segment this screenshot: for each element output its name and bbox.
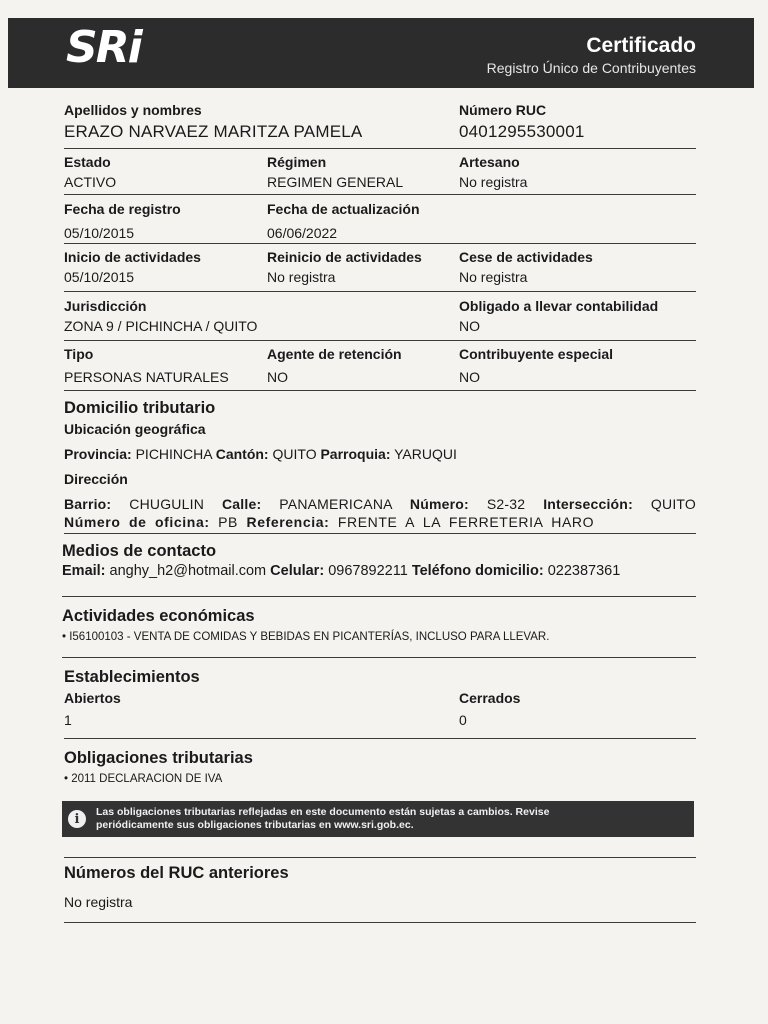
cese-label: Cese de actividades (459, 249, 593, 265)
interseccion-value: QUITO (650, 496, 696, 512)
ubicacion-line (64, 445, 696, 463)
parroquia-label: Parroquia: (320, 446, 391, 462)
inicio-value: 05/10/2015 (64, 269, 135, 285)
retencion-label: Agente de retención (267, 346, 402, 362)
cese-value: No registra (459, 269, 528, 285)
certificate-subtitle: Registro Único de Contribuyentes (486, 60, 696, 76)
contacto-title: Medios de contacto (62, 542, 217, 560)
regimen-value: REGIMEN GENERAL (267, 174, 404, 190)
telefono-label: Teléfono domicilio: (411, 563, 544, 579)
direccion-line-2 (64, 513, 696, 531)
info-icon: i (68, 810, 86, 828)
calle-value: PANAMERICANA (279, 496, 392, 512)
oficina-label: Número de oficina: (64, 514, 210, 530)
cerrados-value: 0 (459, 712, 467, 728)
abiertos-label: Abiertos (64, 690, 121, 706)
actividades-title: Actividades económicas (62, 607, 255, 625)
ruc-label: Número RUC (459, 102, 547, 118)
inicio-label: Inicio de actividades (64, 249, 201, 265)
obligaciones-title: Obligaciones tributarias (64, 749, 253, 767)
numero-label: Número: (409, 496, 469, 512)
barrio-label: Barrio: (64, 496, 112, 512)
ubicacion-label: Ubicación geográfica (64, 421, 206, 437)
especial-value: NO (459, 369, 480, 385)
celular-label: Celular: (270, 563, 325, 579)
provincia-label: Provincia: (64, 446, 132, 462)
establecimientos-title: Establecimientos (64, 668, 200, 686)
certificate-body (64, 96, 696, 923)
certificate-title: Certificado (586, 34, 696, 57)
direccion-line-1 (64, 495, 696, 513)
tipo-label: Tipo (64, 346, 94, 362)
jurisdiccion-value: ZONA 9 / PICHINCHA / QUITO (64, 318, 258, 334)
ruc-value: 0401295530001 (459, 122, 585, 141)
contacto-line (62, 562, 696, 580)
dates-row (64, 195, 696, 244)
actualizacion-value: 06/06/2022 (267, 225, 338, 241)
registro-label: Fecha de registro (64, 201, 181, 217)
celular-value: 0967892211 (328, 563, 408, 579)
notice-line-2: periódicamente sus obligaciones tributarias en www.sri.gob.ec. (96, 819, 414, 831)
name-label: Apellidos y nombres (64, 102, 202, 118)
tipo-value: PERSONAS NATURALES (64, 369, 229, 385)
type-row (64, 341, 696, 391)
cerrados-label: Cerrados (459, 690, 521, 706)
barrio-value: CHUGULIN (129, 496, 204, 512)
reinicio-label: Reinicio de actividades (267, 249, 422, 265)
obligaciones-section (64, 739, 696, 857)
obligacion-item: • 2011 DECLARACION DE IVA (64, 773, 223, 785)
notice-line-1: Las obligaciones tributarias reflejadas en este documento están sujetas a cambios. Revise (96, 806, 550, 818)
name-value: ERAZO NARVAEZ MARITZA PAMELA (64, 122, 363, 141)
provincia-value: PICHINCHA (135, 446, 212, 462)
canton-value: QUITO (272, 446, 317, 462)
domicilio-section (64, 391, 696, 534)
obligaciones-notice (62, 801, 694, 837)
parroquia-value: YARUQUI (394, 446, 457, 462)
interseccion-label: Intersección: (543, 496, 633, 512)
retencion-value: NO (267, 369, 288, 385)
registro-value: 05/10/2015 (64, 225, 135, 241)
regimen-label: Régimen (267, 154, 327, 170)
artesano-value: No registra (459, 174, 528, 190)
reinicio-value: No registra (267, 269, 336, 285)
contabilidad-value: NO (459, 318, 480, 334)
jurisdiccion-label: Jurisdicción (64, 298, 147, 314)
numero-value: S2-32 (486, 496, 526, 512)
status-row (64, 149, 696, 195)
sri-logo: SRi (66, 22, 141, 73)
email-label: Email: (62, 563, 106, 579)
identity-row (64, 96, 696, 149)
referencia-value: FRENTE A LA FERRETERIA HARO (337, 514, 595, 530)
calle-label: Calle: (221, 496, 262, 512)
domicilio-title: Domicilio tributario (64, 399, 216, 417)
direccion-label: Dirección (64, 471, 128, 487)
telefono-value: 022387361 (547, 563, 621, 579)
email-value: anghy_h2@hotmail.com (109, 563, 267, 579)
activity-dates-row (64, 244, 696, 292)
ruc-anteriores-section (64, 857, 696, 923)
jurisdiction-row (64, 292, 696, 341)
certificate-header (8, 18, 754, 88)
ruc-anteriores-title: Números del RUC anteriores (64, 864, 289, 882)
actividades-section (62, 597, 696, 658)
contacto-section (62, 534, 696, 597)
estado-value: ACTIVO (64, 174, 117, 190)
especial-label: Contribuyente especial (459, 346, 614, 362)
ruc-anteriores-value: No registra (64, 894, 133, 910)
referencia-label: Referencia: (246, 514, 330, 530)
estado-label: Estado (64, 154, 111, 170)
actividad-item: • I56100103 - VENTA DE COMIDAS Y BEBIDAS EN PICANTERÍAS, INCLUSO PARA LLEVAR. (62, 631, 550, 643)
contabilidad-label: Obligado a llevar contabilidad (459, 298, 659, 314)
canton-label: Cantón: (215, 446, 269, 462)
artesano-label: Artesano (459, 154, 520, 170)
oficina-value: PB (218, 514, 238, 530)
abiertos-value: 1 (64, 712, 72, 728)
establecimientos-section (64, 658, 696, 739)
actualizacion-label: Fecha de actualización (267, 201, 420, 217)
